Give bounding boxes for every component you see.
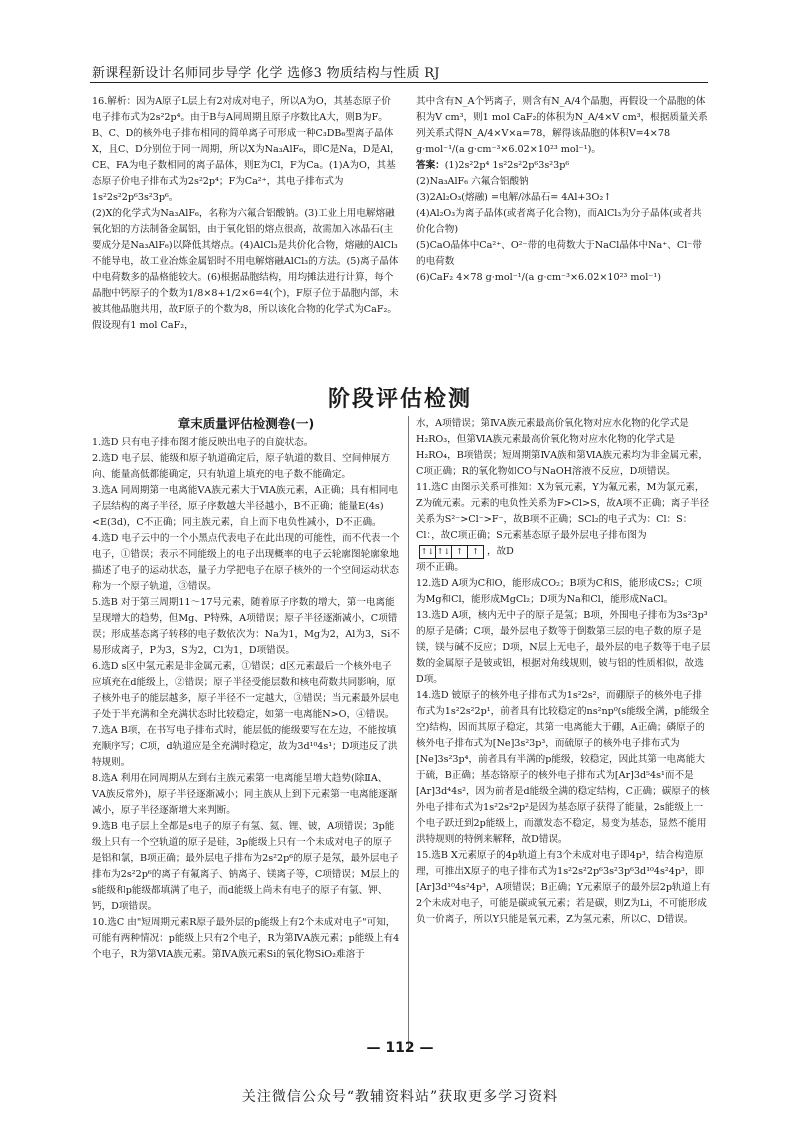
section-title: 阶段评估检测 <box>327 387 472 412</box>
question-2: 2.选D 电子层、能级和原子轨道确定后，原子轨道的数目、空间伸展方向、能量高低都能确定，只有轨道上填充的电子数不能确定。 <box>92 453 391 480</box>
solution-16-part1: 16.解析：因为A原子L层上有2对成对电子，所以A为O，其基态原子价电子排布式为2s²2p⁴。由于B与A同周期且原子序数比A大，则B为F。B、C、D的核外电子排布相同的简单离子可形成一种C₃DB₆型离子晶体X，且C、D分别位于同一周期，所以X为Na₃AlF₆，即C是Na，D是Al，CE、FA为电子数相同的离子晶体，则E为Cl，F为Ca。(1)A为O，其基态原子价电子排布式为2s²2p⁴；F为Ca²⁺，其电子排布式为1s²2s²2p⁶3s²3p⁶。 <box>92 96 400 203</box>
orbital-diagram <box>419 545 484 559</box>
question-13: 13.选D A项，核内无中子的原子是氢；B项，外围电子排布为3s²3p³的原子是磷；C项，最外层电子数等于倒数第三层的电子数的原子是镁，镁与碱不反应；D项，N层上无电子，最外层的电子数等于电子层数的金属原子是铍或铝，根据对角线规则，铍与铝的性质相似，故选D项。 <box>416 610 711 685</box>
header-rule <box>90 82 708 83</box>
footer-note: 关注微信公众号“教辅资料站”获取更多学习资料 <box>241 1089 559 1105</box>
answer-2: (2)Na₃AlF₆ 六氟合铝酸钠 <box>416 176 529 187</box>
top-left-column <box>92 94 400 334</box>
question-1: 1.选D 只有电子排布图才能反映出电子的自旋状态。 <box>92 437 314 448</box>
solution-16-part3: 其中含有N_A个钙离子，则含有N_A/4个晶胞，再假设一个晶胞的体积为V cm³，则1 mol CaF₂的体积为N_A/4×V cm³，根据质量关系列关系式得N_A/4×V×a=78，解得该晶胞的体积V=4×78 g·mol⁻¹/(a g·cm⁻³×6.02×10²³ mol⁻¹)。 <box>416 96 708 155</box>
running-header: 新课程新设计名师同步导学 化学 选修3 物质结构与性质 RJ <box>92 66 440 81</box>
question-6: 6.选D s区中氢元素是非金属元素，①错误；d区元素最后一个核外电子应填充在d能级上，②错误；原子半径受能层数和核电荷数共同影响，原子核外电子的能层越多，原子半径不一定越大，③错误；当元素最外层电子处于半充满和全充满状态时比较稳定，如第一电离能N>O，④错误。 <box>92 661 399 720</box>
question-9: 9.选B 电子层上全都是s电子的原子有氢、氦、锂、铍，A项错误；3p能级上只有一个空轨道的原子是硅，3p能级上只有一个未成对电子的原子是铝和氯，B项正确；最外层电子排布为2s²2p⁶的原子是氖，最外层电子排布为2s²2p⁶的离子有氟离子、钠离子、镁离子等，C项错误；M层上的s能级和p能级都填满了电子，而d能级上尚未有电子的原子有氩、钾、钙，D项错误。 <box>92 821 400 912</box>
question-7: 7.选A B项，在书写电子排布式时，能层低的能级要写在左边，不能按填充顺序写；C项，d轨道应是全充满时稳定，故为3d¹⁰4s¹；D项违反了洪特规则。 <box>92 725 398 768</box>
question-11-end: 项不正确。 <box>416 562 464 573</box>
question-14: 14.选D 铍原子的核外电子排布式为1s²2s²，而硼原子的核外电子排布式为1s²2s²2p¹，前者具有比较稳定的ns²np⁰(s能级全满，p能级全空)结构，因而其原子稳定，其第一电离能大于硼，A正确；磷原子的核外电子排布式为[Ne]3s²3p³，而硫原子的核外电子排布式为[Ne]3s²3p⁴，前者具有半满的p能级，较稳定，因此其第一电离能大于硫，B正确；基态铬原子的核外电子排布式为[Ar]3d⁵4s¹而不是[Ar]3d⁴4s²，因为前者是d能级全满的稳定结构，C正确；碳原子的核外电子排布式为1s²2s²2p²是因为基态原子获得了能量，2s能级上一个电子跃迁到2p能级上，而激发态不稳定，易变为基态，显然不能用洪特规则的特例来解释，故D错误。 <box>416 690 710 845</box>
orbital-suffix: ，故D <box>487 546 514 557</box>
question-3: 3.选A 同周期第一电离能ⅤA族元素大于ⅥA族元素，A正确；具有相同电子层结构的离子半径，原子序数越大半径越小，B不正确；能量E(4s)<E(3d)，C不正确；同主族元素，自上而下电负性减小，D不正确。 <box>92 485 398 528</box>
column-divider <box>408 416 409 1048</box>
answer-block <box>416 158 711 174</box>
bottom-right-column <box>416 416 711 928</box>
top-right-column <box>416 94 711 286</box>
orbital-cell: ↑ <box>452 546 468 558</box>
question-4: 4.选D 电子云中的一个小黑点代表电子在此出现的可能性，而不代表一个电子，①错误；表示不同能级上的电子出现概率的电子云轮廓图轮廓象地描述了电子的运动状态，量子力学把电子在原子核外的一个空间运动状态称为一个原子轨道，③错误。 <box>92 533 400 592</box>
answer-4: (4)Al₂O₃为离子晶体(或者离子化合物)，而AlCl₃为分子晶体(或者共价化合物) <box>416 208 702 235</box>
question-5: 5.选B 对于第三周期11～17号元素，随着原子序数的增大，第一电离能呈现增大的趋势，但Mg、P特殊，A项错误；原子半径逐渐减小，C项错误；形成基态离子转移的电子数依次为：Na为1，Mg为2，Al为3，Si不易形成离子，P为3，S为2，Cl为1，D项错误。 <box>92 597 400 656</box>
question-11-text: 11.选C 由图示关系可推知：X为氧元素，Y为氟元素，M为氯元素，Z为硫元素。元素的电负性关系为F>Cl>S，故A项不正确；离子半径关系为S²⁻>Cl⁻>F⁻，故B项不正确；SCl₂的电子式为：Cl：S：Cl：，故C项正确；S元素基态原子最外层电子排布图为 <box>416 482 710 541</box>
answer-6: (6)CaF₂ 4×78 g·mol⁻¹/(a g·cm⁻³×6.02×10²³ mol⁻¹) <box>416 272 661 283</box>
question-10-continued: 水，A项错误；第ⅣA族元素最高价氧化物对应水化物的化学式是H₂RO₃，但第ⅥA族元素最高价氧化物对应水化物的化学式是H₂RO₄，B项错误；短周期第ⅣA族和第ⅥA族元素均为非金属元素，C项正确；R的氧化物如CO与NaOH溶液不反应，D项错误。 <box>416 418 708 477</box>
answer-1: (1)2s²2p⁴ 1s²2s²2p⁶3s²3p⁶ <box>444 160 570 171</box>
question-10: 10.选C 由"短周期元素R原子最外层的p能级上有2个未成对电子"可知，可能有两种情况：p能级上只有2个电子，R为第ⅣA族元素；p能级上有4个电子，R为第ⅥA族元素。第ⅣA族元素Si的氧化物SiO₂难溶于 <box>92 917 400 960</box>
question-11 <box>416 480 711 560</box>
answer-label: 答案： <box>416 160 445 171</box>
question-12: 12.选D A项为C和O，能形成CO₂；B项为C和S，能形成CS₂；C项为Mg和Cl，能形成MgCl₂；D项为Na和Cl，能形成NaCl。 <box>416 578 702 605</box>
orbital-cell: ↑ <box>472 546 479 556</box>
answer-3: (3)2Al₂O₃(熔融) =电解/冰晶石= 4Al+3O₂↑ <box>416 192 612 203</box>
orbital-cell: ↑↓ <box>420 546 435 556</box>
page-number: — 112 — <box>366 1040 434 1056</box>
question-15: 15.选B X元素原子的4p轨道上有3个未成对电子即4p³，结合构造原理，可推出X原子的电子排布式为1s²2s²2p⁶3s²3p⁶3d¹⁰4s²4p³，即[Ar]3d¹⁰4s²4p³，A项错误；B正确；Y元素原子的最外层2p轨道上有2个未成对电子，可能是碳或氧元素；若是碳，则Z为Li，不可能形成负一价离子，所以Y只能是氧元素，Z为氢元素，所以C、D错误。 <box>416 850 711 925</box>
test-subtitle: 章末质量评估检测卷(一) <box>177 416 315 431</box>
answer-5: (5)CaO晶体中Ca²⁺、O²⁻带的电荷数大于NaCl晶体中Na⁺、Cl⁻带的电荷数 <box>416 240 702 267</box>
bottom-left-column <box>92 416 400 963</box>
orbital-cell: ↑↓ <box>436 546 451 556</box>
question-8: 8.选A 利用在同周期从左到右主族元素第一电离能呈增大趋势(除ⅡA、ⅤA族反常外)，原子半径逐渐减小；同主族从上到下元素第一电离能逐渐减小，原子半径逐渐增大来判断。 <box>92 773 398 816</box>
solution-16-part2: (2)X的化学式为Na₃AlF₆，名称为六氟合铝酸钠。(3)工业上用电解熔融氧化铝的方法制备金属铝，由于氧化铝的熔点很高，故需加入冰晶石(主要成分是Na₃AlF₆)以降低其熔点。(4)AlCl₃是共价化合物，熔融的AlCl₃不能导电，故工业冶炼金属铝时不用电解熔融AlCl₃的方法。(5)离子晶体中电荷数多的晶格能较大。(6)根据晶胞结构，用均摊法进行计算，每个晶胞中钙原子的个数为1/8×8+1/2×6=4(个)，F原子位于晶胞内部，未被其他晶胞共用，故F原子的个数为8，所以该化合物的化学式为CaF₂。假设现有1 mol CaF₂， <box>92 208 399 331</box>
